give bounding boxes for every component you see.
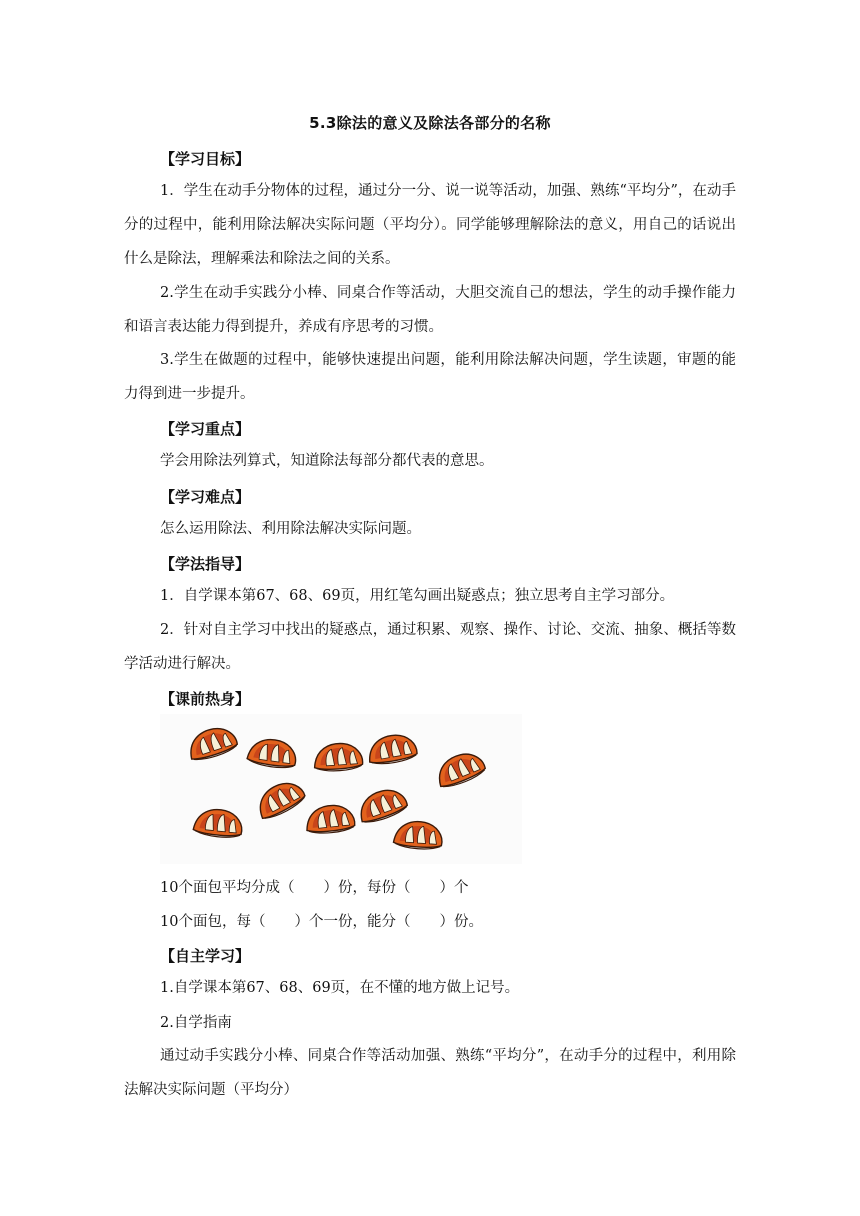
section-heading-key-points: 【学习重点】 [160,420,251,438]
bread-svg [160,714,522,864]
section-heading-self-study: 【自主学习】 [160,947,251,965]
key-points-text: 学会用除法列算式，知道除法每部分都代表的意思。 [160,453,494,469]
page-title: 5.3除法的意义及除法各部分的名称 [309,114,551,132]
bread-item [252,776,307,823]
self-study-item-1: 1.自学课本第67、68、69页，在不懂的地方做上记号。 [160,980,520,996]
self-study-item-2: 2.自学指南 [160,1015,232,1031]
warmup-question-2: 10个面包，每（ ）个一份，能分（ ）份。 [160,914,483,930]
goal-item-1: 1．学生在动手分物体的过程，通过分一分、说一说等活动，加强、熟练“平均分”，在动手分的过程中，能利用除法解决实际问题（平均分）。同学能够理解除法的意义，用自己的话说出什么是除法，理解乘法和除法之间的关系。 [124,183,736,267]
goal-item-2: 2.学生在动手实践分小棒、同桌合作等活动，大胆交流自己的想法，学生的动手操作能力和语言表达能力得到提升，养成有序思考的习惯。 [124,285,736,335]
guidance-item-2: 2．针对自主学习中找出的疑惑点，通过积累、观察、操作、讨论、交流、抽象、概括等数学活动进行解决。 [124,622,736,672]
warmup-question-1: 10个面包平均分成（ ）份，每份（ ）个 [160,880,469,896]
self-study-item-3: 通过动手实践分小棒、同桌合作等活动加强、熟练“平均分”，在动手分的过程中，利用除法解决实际问题（平均分） [124,1048,736,1098]
bread-item [193,807,244,839]
bread-item [313,742,363,772]
difficulties-text: 怎么运用除法、利用除法解决实际问题。 [160,521,421,537]
guidance-item-1: 1．自学课本第67、68、69页，用红笔勾画出疑惑点；独立思考自主学习部分。 [160,588,675,604]
section-heading-goals: 【学习目标】 [160,150,251,168]
bread-item [246,736,298,770]
section-heading-warmup: 【课前热身】 [160,690,251,708]
bread-item [355,784,410,826]
bread-item [305,803,356,835]
section-heading-difficulties: 【学习难点】 [160,488,251,506]
bread-item [393,820,443,850]
bread-item [366,732,418,767]
goal-item-3: 3.学生在做题的过程中，能够快速提出问题，能利用除法解决问题，学生读题，审题的能力得到进一步提升。 [124,352,736,402]
section-heading-guidance: 【学法指导】 [160,555,251,573]
bread-illustration [160,714,522,864]
bread-item [185,723,239,764]
bread-item [432,748,487,791]
